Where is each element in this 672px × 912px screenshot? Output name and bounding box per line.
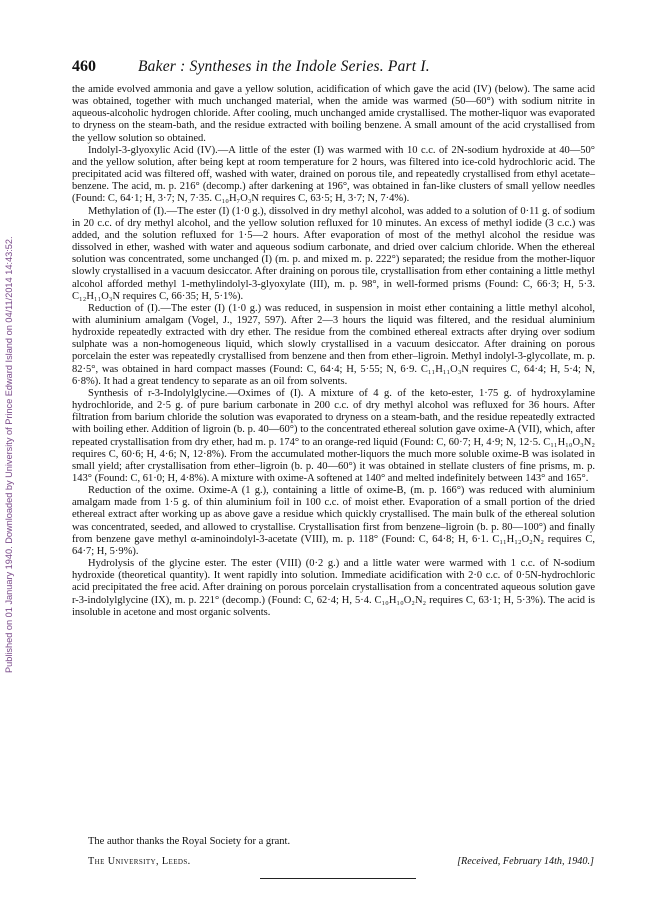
download-margin-note: Published on 01 January 1940. Downloaded by University of Prince Edward Island on 04/11/2014 14:43:52.	[4, 236, 14, 674]
paragraph: the amide evolved ammonia and gave a yellow solution, acidification of which gave the acid (IV) (below). The same acid was obtained, together with much unchanged material, when the amide was warmed (50—60°) with sodium nitrite in aqueous-alcoholic hydrogen chloride. After cooling, much unchanged amide crystallised. The mother-liquor was evaporated to dryness on the steam-bath, and the residue extracted with boiling benzene. A small amount of the acid crystallised from the yellow solution so obtained.	[72, 84, 595, 144]
article-body	[72, 84, 595, 619]
page-number: 460	[72, 58, 96, 75]
article-footer	[88, 856, 594, 867]
received-date: [Received, February 14th, 1940.]	[457, 856, 594, 867]
paragraph: Indolyl-3-glyoxylic Acid (IV).—A little of the ester (I) was warmed with 10 c.c. of 2N-sodium hydroxide at 40—50° and the yellow solution, after being kept at room temperature for 2 hours, was filtered into ice-cold hydrochloric acid. The precipitated acid was filtered off, washed with water, drained on porous tile, and repeatedly crystallised from ethyl acetate–benzene. The acid, m. p. 216° (decomp.) after darkening at 196°, was obtained in fan-like clusters of small yellow needles (Found: C, 64·1; H, 3·7; N, 7·35. C₁₀H₇O₃N requires C, 63·5; H, 3·7; N, 7·4%).	[72, 144, 595, 205]
acknowledgement: The author thanks the Royal Society for a grant.	[88, 836, 291, 847]
running-header	[72, 58, 592, 82]
paragraph: Reduction of the oxime. Oxime-A (1 g.), containing a little of oxime-B, (m. p. 166°) was reduced with aluminium amalgam made from 1·5 g. of thin aluminium foil in 100 c.c. of moist ether. Evaporation of a small portion of the dried ethereal extract after working up as above gave a residue which quickly crystallised. The main bulk of the ethereal solution was concentrated, seeded, and allowed to crystallise. Crystallisation first from benzene–ligroin (b. p. 80—100°) and finally from benzene gave methyl α-aminoindolyl-3-acetate (VIII), m. p. 118° (Found: C, 64·8; H, 6·1. C₁₁H₁₂O₂N₂ requires C, 64·7; H, 5·9%).	[72, 485, 595, 557]
author-affiliation: The University, Leeds.	[88, 856, 191, 867]
end-rule	[260, 878, 416, 879]
paragraph: Hydrolysis of the glycine ester. The ester (VIII) (0·2 g.) and a little water were warmed with 1 c.c. of N-sodium hydroxide (theoretical quantity). It went rapidly into solution. Immediate acidification with 2·0 c.c. of 0·5N-hydrochloric acid precipitated the free acid. After draining on porous porcelain crystallisation from a concentrated aqueous solution gave r-3-indolylglycine (IX), m. p. 221° (decomp.) (Found: C, 62·4; H, 5·4. C₁₀H₁₀O₂N₂ requires C, 63·1; H, 5·3%). The acid is insoluble in acetone and most organic solvents.	[72, 558, 595, 618]
paragraph: Reduction of (I).—The ester (I) (1·0 g.) was reduced, in suspension in moist ether containing a little methyl alcohol, with aluminium amalgam (Vogel, J., 1927, 597). After 2—3 hours the liquid was filtered, and the residual aluminium hydroxide repeatedly extracted with dry ether. The residue from the combined ethereal extracts after drying over sodium sulphate was a non-homogeneous liquid, which slowly crystallised in a vacuum desiccator. After draining on porous porcelain the ester was repeatedly crystallised from benzene and then from ether–ligroin. Methyl indolyl-3-glycollate, m. p. 82·5°, was obtained in hard compact masses (Found: C, 64·4; H, 5·55; N, 6·9. C₁₁H₁₁O₃N requires C, 64·4; H, 5·4; N, 6·8%). It had a great tendency to separate as an oil from solvents.	[72, 302, 595, 387]
running-title: Baker : Syntheses in the Indole Series. Part I.	[138, 58, 430, 75]
paragraph: Methylation of (I).—The ester (I) (1·0 g.), dissolved in dry methyl alcohol, was added to a solution of 0·11 g. of sodium in 20 c.c. of dry methyl alcohol, and the yellow solution refluxed for 10 minutes. An excess of methyl iodide (3 c.c.) was added, and the solution refluxed for 1·5—2 hours. After evaporation of most of the methyl alcohol the residue was dissolved in ether, washed with water and aqueous sodium carbonate, and dried over calcium chloride. When the ethereal solution was concentrated, some unchanged (I) (m. p. and mixed m. p. 222°) separated; the residue from the mother-liquor slowly crystallised in a vacuum desiccator. After draining on porous tile, crystallisation from ether containing a little methyl alcohol afforded methyl 1-methylindolyl-3-glyoxylate (III), m. p. 98°, in well-formed prisms (Found: C, 66·3; H, 5·3. C₁₂H₁₁O₃N requires C, 66·35; H, 5·1%).	[72, 205, 595, 302]
paragraph: Synthesis of r-3-Indolylglycine.—Oximes of (I). A mixture of 4 g. of the keto-ester, 1·75 g. of hydroxylamine hydrochloride, and 2·5 g. of pure barium carbonate in 200 c.c. of dry methyl alcohol was refluxed for 36 hours. After filtration from barium chloride the solution was evaporated to dryness on a steam-bath, and the residue repeatedly extracted with boiling ether. Addition of ligroin (b. p. 40—60°) to the concentrated ethereal solution gave oxime-A (VII), which, after repeated crystallisation from dry ether, had m. p. 174° to an orange-red liquid (Found: C, 60·7; H, 4·9; N, 12·5. C₁₁H₁₀O₃N₂ requires C, 60·6; H, 4·6; N, 12·8%). From the accumulated mother-liquors the much more soluble oxime-B was isolated in small yield; after crystallisation from ether–ligroin (b. p. 40—60°) it was obtained in stellate clusters of fine prisms, m. p. 143° (Found: C, 61·0; H, 4·8%). A mixture with oxime-A softened at 140° and melted indefinitely between 143° and 165°.	[72, 387, 595, 484]
